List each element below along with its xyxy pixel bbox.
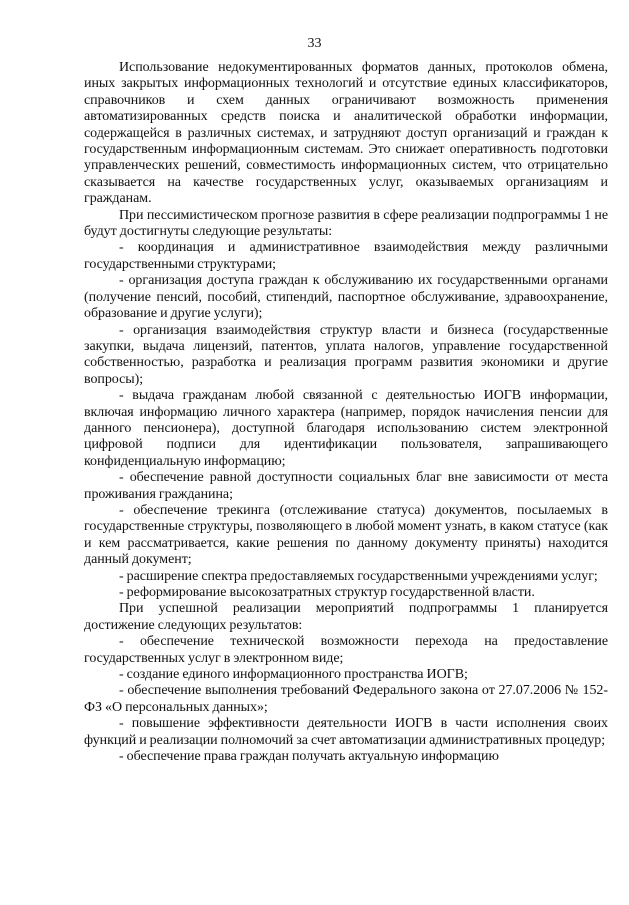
list-item: - создание единого информационного пространства ИОГВ; bbox=[119, 667, 468, 683]
list-item: - повышение эффективности деятельности ИОГВ в части исполнения своих функций и реализации полномочий за счет автоматизации административных процедур; bbox=[84, 716, 608, 748]
list-item: - расширение спектра предоставляемых государственными учреждениями услуг; bbox=[119, 568, 598, 584]
list-item: - обеспечение выполнения требований Федерального закона от 27.07.2006 № 152-ФЗ «О персональных данных»; bbox=[84, 683, 608, 715]
list-item: - реформирование высокозатратных структур государственной власти. bbox=[119, 585, 535, 600]
body-text bbox=[84, 60, 608, 765]
page-number: 33 bbox=[307, 36, 322, 51]
list-item: - координация и административное взаимодействия между различными государственными структурами; bbox=[84, 240, 608, 272]
list-item: - организация доступа граждан к обслуживанию их государственными органами (получение пенсий, пособий, стипендий, паспортное обслуживание, здравоохранение, образование и другие услуги); bbox=[84, 273, 608, 322]
paragraph: При успешной реализации мероприятий подпрограммы 1 планируется достижение следующих результатов: bbox=[84, 601, 608, 633]
list-item: - обеспечение трекинга (отслеживание статуса) документов, посылаемых в государственные структуры, позволяющего в любой момент узнать, в каком статусе (как и кем рассматривается, какие решения по данному документу приняты) находится данный документ; bbox=[84, 502, 608, 568]
list-item: - обеспечение права граждан получать актуальную информацию bbox=[119, 749, 499, 765]
list-item: - обеспечение равной доступности социальных благ вне зависимости от места проживания гражданина; bbox=[84, 470, 608, 502]
paragraph: Использование недокументированных форматов данных, протоколов обмена, иных закрытых информационных технологий и отсутствие единых классификаторов, справочников и схем данных ограничивают возможность применения автоматизированных средств поиска и аналитической обработки информации, содержащейся в различных системах, и затрудняют доступ организаций и граждан к государственным информационным системам. Это снижает оперативность подготовки управленческих решений, совместимость информационных систем, что отрицательно сказывается на качестве государственных услуг, оказываемых организациям и гражданам. bbox=[84, 60, 608, 207]
list-item: - обеспечение технической возможности перехода на предоставление государственных услуг в электронном виде; bbox=[84, 634, 608, 666]
paragraph: При пессимистическом прогнозе развития в сфере реализации подпрограммы 1 не будут достигнуты следующие результаты: bbox=[84, 207, 608, 240]
list-item: - организация взаимодействия структур власти и бизнеса (государственные закупки, выдача лицензий, патентов, уплата налогов, управление государственной собственностью, разработка и реализация программ развития экономики и другие вопросы); bbox=[84, 322, 608, 387]
list-item: - выдача гражданам любой связанной с деятельностью ИОГВ информации, включая информацию личного характера (например, порядок начисления пенсии для данного пенсионера), доступной благодаря использованию систем электронной цифровой подписи для идентификации пользователя, запрашивающего конфиденциальную информацию; bbox=[84, 388, 608, 469]
